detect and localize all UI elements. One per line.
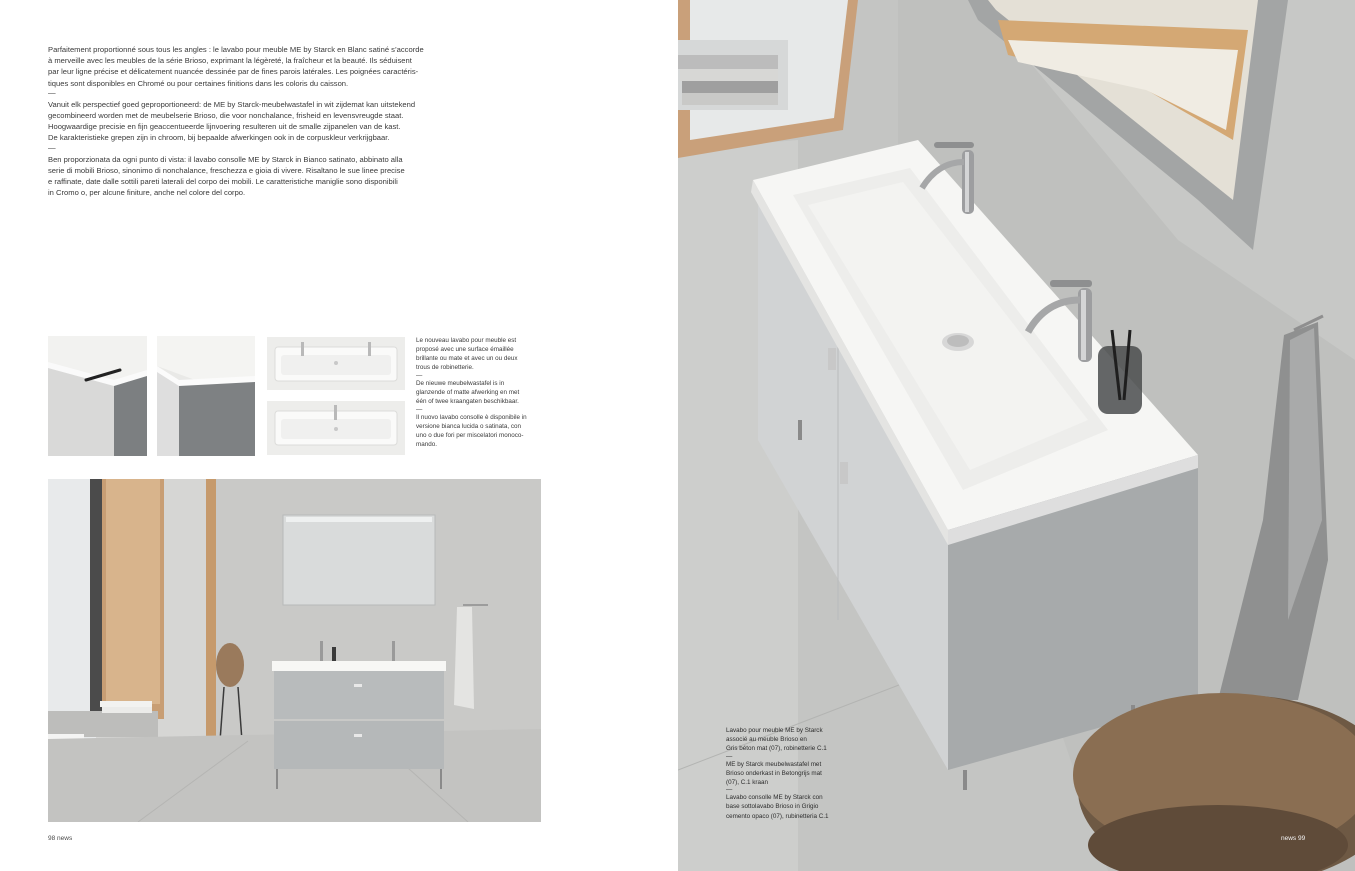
caption-french: Le nouveau lavabo pour meuble est proposé avec une surface émaillée brillante ou mate et avec un ou deux trous de robinetterie. <box>416 337 518 371</box>
washbasin-options-caption <box>416 336 546 449</box>
intro-italian: Ben proporzionata da ogni punto di vista: il lavabo consolle ME by Starck in Bianco satinato, abbinato alla serie di mobili Brioso, sinonimo di nonchalance, freschezza e gioia di vivere. Risaltano le sue linee precise e raffinate, date dalle sottili pareti laterali del corpo dei mobili. Le caratteristiche maniglie sono disponibili in Cromo o, per alcune finiture, anche nel colore del corpo. <box>48 154 405 198</box>
detail-photo-corner-handle <box>48 336 147 456</box>
page-number-left: 98 news <box>48 835 73 842</box>
separator: — <box>726 752 733 760</box>
intro-text-block <box>48 44 508 198</box>
bathroom-scene-photo <box>48 479 541 822</box>
intro-french: Parfaitement proportionné sous tous les angles : le lavabo pour meuble ME by Starck en Blanc satiné s’accorde à merveille avec les meubles de la série Brioso, exprimant la légèreté, la fraîcheur et la beauté. Ils séduisent par leur ligne précise et délicatement nuancée dessinée par de fines parois latérales. Les poignées caractéris- tiques sont disponibles en Chromé ou pour certaines finitions dans les coloris du caisson. <box>48 45 424 88</box>
washbasin-variant-two-taps <box>267 337 405 390</box>
intro-dutch: Vanuit elk perspectief goed geproportioneerd: de ME by Starck-meubelwastafel in wit zijdemat kan uitstekend gecombineerd worden met de meubelserie Brioso, die voor nonchalance, frisheid en levensvreugde staat. Hoogwaardige precisie en fijn geaccentueerde lijnvoering resulteren uit de smalle zijpanelen van de kast. De karakteristieke grepen zijn in chroom, bij bepaalde afwerkingen ook in de corpuskleur verkrijgbaar. <box>48 99 416 143</box>
detail-photo-corner <box>157 336 255 456</box>
separator: — <box>48 142 56 152</box>
separator: — <box>416 406 423 413</box>
caption-french: Lavabo pour meuble ME by Starck associé au meuble Brioso en Gris béton mat (07), robinetterie C.1 <box>726 727 827 753</box>
page-number-right: news 99 <box>1281 835 1306 842</box>
caption-dutch: De nieuwe meubelwastafel is in glanzende of matte afwerking en met één of twee kraangaten beschikbaar. <box>416 380 520 405</box>
caption-italian: Lavabo consolle ME by Starck con base sottolavabo Brioso in Grigio cemento opaco (07), rubinetteria C.1 <box>726 794 829 820</box>
washbasin-variant-one-tap <box>267 401 405 455</box>
caption-dutch: ME by Starck meubelwastafel met Brioso onderkast in Betongrijs mat (07), C.1 kraan <box>726 760 822 787</box>
separator: — <box>726 786 733 794</box>
caption-italian: Il nuovo lavabo consolle è disponibile in versione bianca lucida o satinata, con uno o due fori per miscelatori monoco- mando. <box>416 414 527 448</box>
separator: — <box>48 87 56 97</box>
separator: — <box>416 372 423 379</box>
hero-photo-caption <box>726 726 866 821</box>
